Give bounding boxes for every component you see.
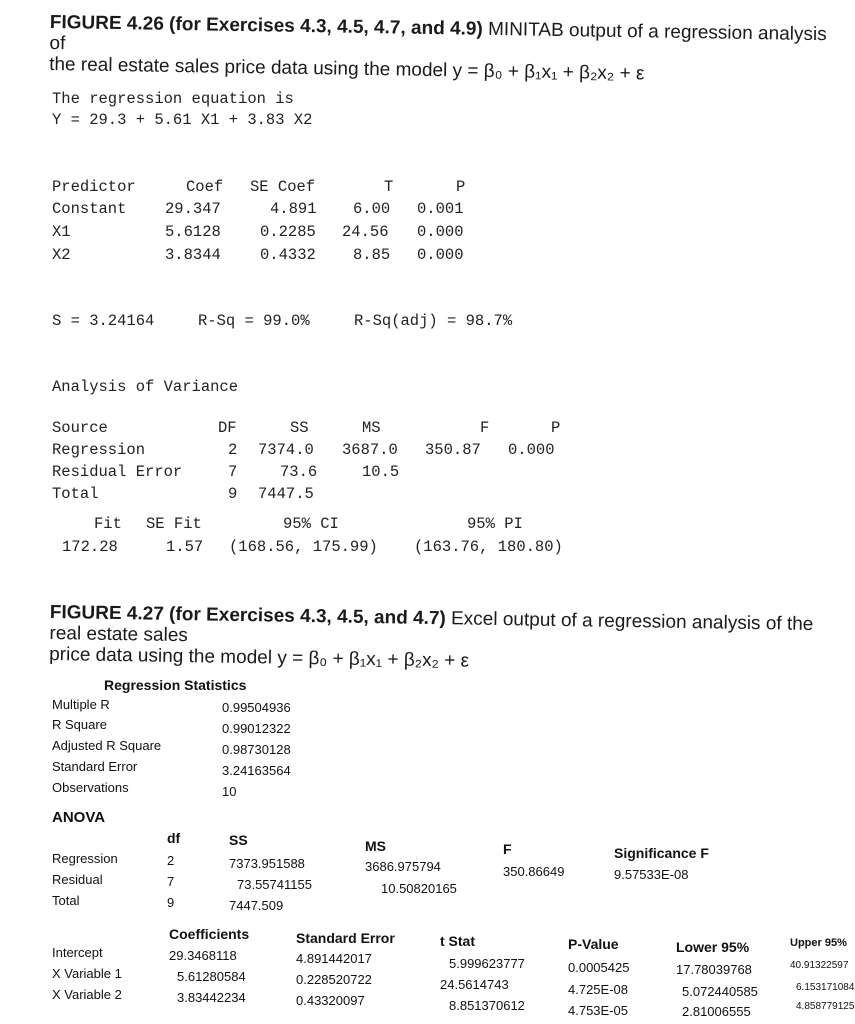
- stat-label: Standard Error: [52, 759, 138, 774]
- stat-value: 10: [222, 784, 237, 799]
- anova-row-value: 7373.951588: [229, 856, 305, 871]
- anova-header-ms: MS: [365, 838, 386, 854]
- pred-header-fit: Fit: [94, 515, 122, 533]
- coef-row-value: 29.3468118: [169, 948, 237, 963]
- anova-row-value: 9.57533E-08: [614, 867, 689, 882]
- coef-row-value: 24.5614743: [440, 977, 509, 992]
- stat-label: Multiple R: [52, 697, 110, 712]
- aov-row-value: 0.000: [508, 441, 555, 459]
- figure-exercises: (for Exercises 4.3, 4.5, and 4.7): [168, 603, 446, 630]
- stat-label: Adjusted R Square: [52, 738, 162, 753]
- figure-4-27-caption: [49, 602, 840, 677]
- coef-row-value: 4.858779125: [796, 1001, 855, 1012]
- aov-row-value: 7: [228, 463, 238, 481]
- coef-header-predictor: Predictor: [52, 178, 136, 196]
- coef-header-coef: Coef: [186, 178, 224, 196]
- caption-text: MINITAB output of a regression analysis of: [49, 18, 827, 55]
- stat-value: 3.24163564: [222, 763, 291, 778]
- coef-row-label: Constant: [52, 200, 127, 218]
- coef-row-value: 24.56: [342, 223, 389, 241]
- anova-row-value: 10.50820165: [381, 881, 457, 896]
- caption-text-line2: the real estate sales price data using the model y = β₀ + β₁x₁ + β₂x₂ + ε: [49, 53, 645, 85]
- coef-header-coefficients: Coefficients: [169, 926, 250, 942]
- coef-header-secoef: SE Coef: [250, 178, 316, 196]
- coef-row-value: 40.91322597: [790, 960, 849, 971]
- aov-header-df: DF: [218, 419, 237, 437]
- anova-row-value: 7: [167, 874, 175, 889]
- coef-row-value: 0.43320097: [296, 993, 365, 1008]
- aov-row-label: Regression: [52, 441, 146, 459]
- coef-row-value: 17.78039768: [676, 962, 752, 977]
- figure-exercises: (for Exercises 4.3, 4.5, 4.7, and 4.9): [168, 13, 483, 40]
- anova-row-value: 2: [167, 853, 175, 868]
- coef-row-value: 29.347: [165, 200, 221, 218]
- coef-row-value: 8.85: [353, 246, 391, 264]
- aov-header-f: F: [480, 419, 490, 437]
- coef-header-t-stat: t Stat: [440, 933, 475, 949]
- coef-row-value: 0.228520722: [296, 972, 372, 987]
- coef-row-value: 5.999623777: [449, 956, 525, 971]
- coef-row-value: 5.6128: [165, 223, 221, 241]
- figure-number: FIGURE 4.27: [49, 602, 165, 625]
- s-statistic: S = 3.24164: [52, 312, 155, 330]
- aov-header-p: P: [551, 419, 561, 437]
- anova-row-value: 9: [167, 895, 175, 910]
- coef-row-label: X Variable 2: [52, 987, 122, 1002]
- aov-row-value: 7447.5: [258, 485, 314, 503]
- coef-row-value: 4.725E-08: [568, 982, 628, 997]
- pred-ci: (168.56, 175.99): [229, 538, 378, 556]
- coef-row-value: 0.4332: [260, 246, 316, 264]
- aov-row-value: 7374.0: [258, 441, 314, 459]
- regression-equation: Y = 29.3 + 5.61 X1 + 3.83 X2: [52, 111, 313, 129]
- regression-equation-title: The regression equation is: [52, 90, 294, 108]
- coef-row-value: 6.153171084: [796, 982, 855, 993]
- coef-row-label: Intercept: [52, 945, 103, 960]
- coef-row-value: 0.2285: [260, 223, 316, 241]
- stat-label: Observations: [52, 780, 129, 795]
- pred-header-ci: 95% CI: [283, 515, 339, 533]
- coef-row-value: 2.81006555: [682, 1004, 751, 1019]
- coef-row-value: 5.072440585: [682, 984, 758, 999]
- coef-row-value: 8.851370612: [449, 998, 525, 1013]
- coef-row-value: 0.000: [417, 246, 464, 264]
- coef-row-value: 3.83442234: [177, 990, 246, 1005]
- aov-row-value: 2: [228, 441, 238, 459]
- r-sq-adj: R-Sq(adj) = 98.7%: [354, 312, 513, 330]
- pred-sefit: 1.57: [166, 538, 204, 556]
- coef-row-label: X2: [52, 246, 71, 264]
- coef-header-standard-error: Standard Error: [296, 930, 395, 946]
- anova-header-significance-f: Significance F: [614, 845, 709, 861]
- coef-row-label: X1: [52, 223, 71, 241]
- caption-text-line2: price data using the model y = β₀ + β₁x₁ + β₂x₂ + ε: [49, 643, 470, 672]
- anova-row-value: 350.86649: [503, 864, 565, 879]
- regression-statistics-title: Regression Statistics: [104, 677, 247, 693]
- coef-row-value: 5.61280584: [177, 969, 246, 984]
- anova-row-label: Regression: [52, 851, 118, 866]
- coef-row-value: 4.753E-05: [568, 1003, 628, 1018]
- figure-4-26-caption: [49, 12, 840, 87]
- stat-value: 0.98730128: [222, 742, 291, 757]
- pred-header-pi: 95% PI: [467, 515, 523, 533]
- aov-row-label: Residual Error: [52, 463, 183, 481]
- coef-header-upper-95: Upper 95%: [790, 937, 847, 949]
- aov-row-value: 9: [228, 485, 238, 503]
- anova-title: Analysis of Variance: [52, 378, 239, 396]
- aov-row-value: 3687.0: [342, 441, 398, 459]
- coef-row-value: 0.001: [417, 200, 464, 218]
- coef-row-value: 0.000: [417, 223, 464, 241]
- anova-row-value: 7447.509: [229, 898, 284, 913]
- anova-row-value: 3686.975794: [365, 859, 441, 874]
- coef-header-t: T: [384, 178, 394, 196]
- pred-header-sefit: SE Fit: [146, 515, 202, 533]
- coef-row-value: 4.891: [270, 200, 317, 218]
- aov-header-ss: SS: [290, 419, 309, 437]
- excel-anova-title: ANOVA: [52, 809, 106, 826]
- r-sq: R-Sq = 99.0%: [198, 312, 310, 330]
- coef-row-value: 3.8344: [165, 246, 221, 264]
- anova-header-f: F: [503, 841, 512, 857]
- coef-header-p: P: [456, 178, 466, 196]
- stat-label: R Square: [52, 717, 107, 732]
- anova-header-df: df: [167, 830, 181, 846]
- anova-row-label: Residual: [52, 872, 103, 887]
- aov-row-value: 73.6: [280, 463, 318, 481]
- coef-header-p-value: P-Value: [568, 936, 619, 952]
- stat-value: 0.99012322: [222, 721, 291, 736]
- aov-row-value: 350.87: [425, 441, 481, 459]
- coef-row-value: 6.00: [353, 200, 391, 218]
- anova-row-value: 73.55741155: [237, 877, 312, 892]
- coef-header-lower-95: Lower 95%: [676, 939, 750, 955]
- coef-row-value: 0.0005425: [568, 960, 630, 975]
- aov-header-ms: MS: [362, 419, 381, 437]
- coef-row-label: X Variable 1: [52, 966, 122, 981]
- aov-row-label: Total: [52, 485, 99, 503]
- aov-header-source: Source: [52, 419, 108, 437]
- pred-pi: (163.76, 180.80): [414, 538, 563, 556]
- pred-fit: 172.28: [62, 538, 118, 556]
- anova-row-label: Total: [52, 893, 80, 908]
- anova-header-ss: SS: [229, 832, 248, 848]
- aov-row-value: 10.5: [362, 463, 400, 481]
- caption-text: Excel output of a regression analysis of the real estate sales: [49, 608, 814, 647]
- stat-value: 0.99504936: [222, 700, 291, 715]
- figure-number: FIGURE 4.26: [49, 12, 165, 35]
- coef-row-value: 4.891442017: [296, 951, 372, 966]
